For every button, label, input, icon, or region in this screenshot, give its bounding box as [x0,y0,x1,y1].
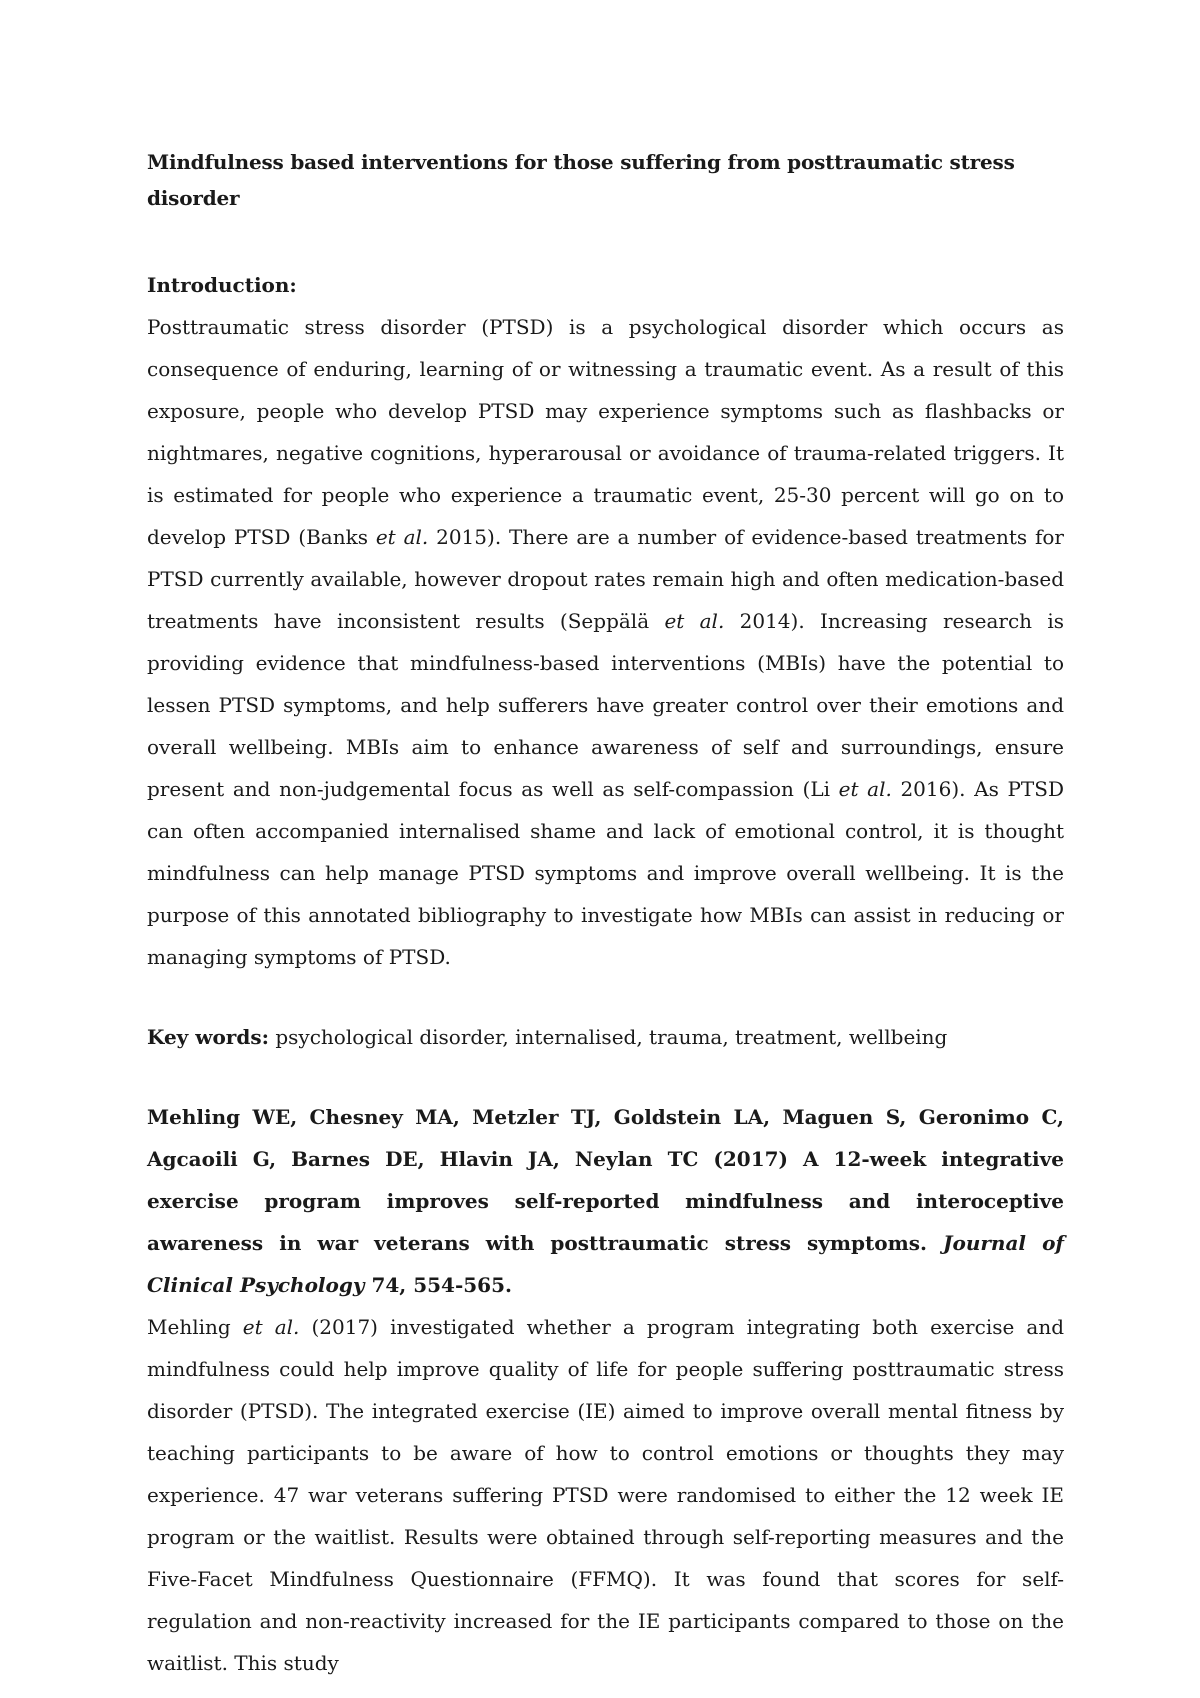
citation-volume: 74, 554-565. [364,1273,512,1297]
document-body [147,144,1064,1684]
citation-authors-title: Mehling WE, Chesney MA, Metzler TJ, Goldstein LA, Maguen S, Geronimo C, Agcaoili G, Barnes DE, Hlavin JA, Neylan TC (2017) A 12-week integrative exercise program improves self-reported mindfulness and interoceptive awareness in war veterans with posttraumatic stress symptoms. [147,1105,1064,1255]
intro-text-4: 2016). As PTSD can often accompanied internalised shame and lack of emotional control, it is thought mindfulness can help manage PTSD symptoms and improve overall wellbeing. It is the purpose of this annotated bibliography to investigate how MBIs can assist in reducing or managing symptoms of PTSD. [147,777,1064,969]
summary-text-a: Mehling [147,1315,243,1339]
intro-text-2: 2015). There are a number of evidence-based treatments for PTSD currently available, however dropout rates remain high and often medication-based treatments have inconsistent results (Seppälä [147,525,1064,633]
summary-etal: et al. [242,1315,300,1339]
summary-text-b: (2017) investigated whether a program integrating both exercise and mindfulness could help improve quality of life for people suffering posttraumatic stress disorder (PTSD). The integrated exercise (IE) aimed to improve overall mental fitness by teaching participants to be aware of how to control emotions or thoughts they may experience. 47 war veterans suffering PTSD were randomised to either the 12 week IE program or the waitlist. Results were obtained through self-reporting measures and the Five-Facet Mindfulness Questionnaire (FFMQ). It was found that scores for self-regulation and non-reactivity increased for the IE participants compared to those on the waitlist. This study [147,1315,1064,1675]
reference-summary [147,1306,1064,1684]
citation-journal: Journal of Clinical Psychology [147,1231,1065,1297]
keywords-label: Key words: [147,1025,269,1049]
intro-text-1: Posttraumatic stress disorder (PTSD) is a psychological disorder which occurs as consequence of enduring, learning of or witnessing a traumatic event. As a result of this exposure, people who develop PTSD may experience symptoms such as flashbacks or nightmares, negative cognitions, hyperarousal or avoidance of trauma-related triggers. It is estimated for people who experience a traumatic event, 25-30 percent will go on to develop PTSD (Banks [147,315,1064,549]
keywords-line [147,1016,1064,1058]
document-title: Mindfulness based interventions for those suffering from posttraumatic stress disorder [147,150,1015,210]
reference-citation [147,1096,1064,1306]
intro-etal-2: et al. [664,609,725,633]
introduction-heading: Introduction: [147,273,297,297]
intro-etal-1: et al. [375,525,429,549]
intro-etal-3: et al. [838,777,892,801]
intro-text-3: 2014). Increasing research is providing evidence that mindfulness-based interventions (MBIs) have the potential to lessen PTSD symptoms, and help sufferers have greater control over their emotions and overall wellbeing. MBIs aim to enhance awareness of self and surroundings, ensure present and non-judgemental focus as well as self-compassion (Li [147,609,1064,801]
keywords-text: psychological disorder, internalised, trauma, treatment, wellbeing [268,1025,948,1049]
introduction-paragraph [147,306,1064,978]
